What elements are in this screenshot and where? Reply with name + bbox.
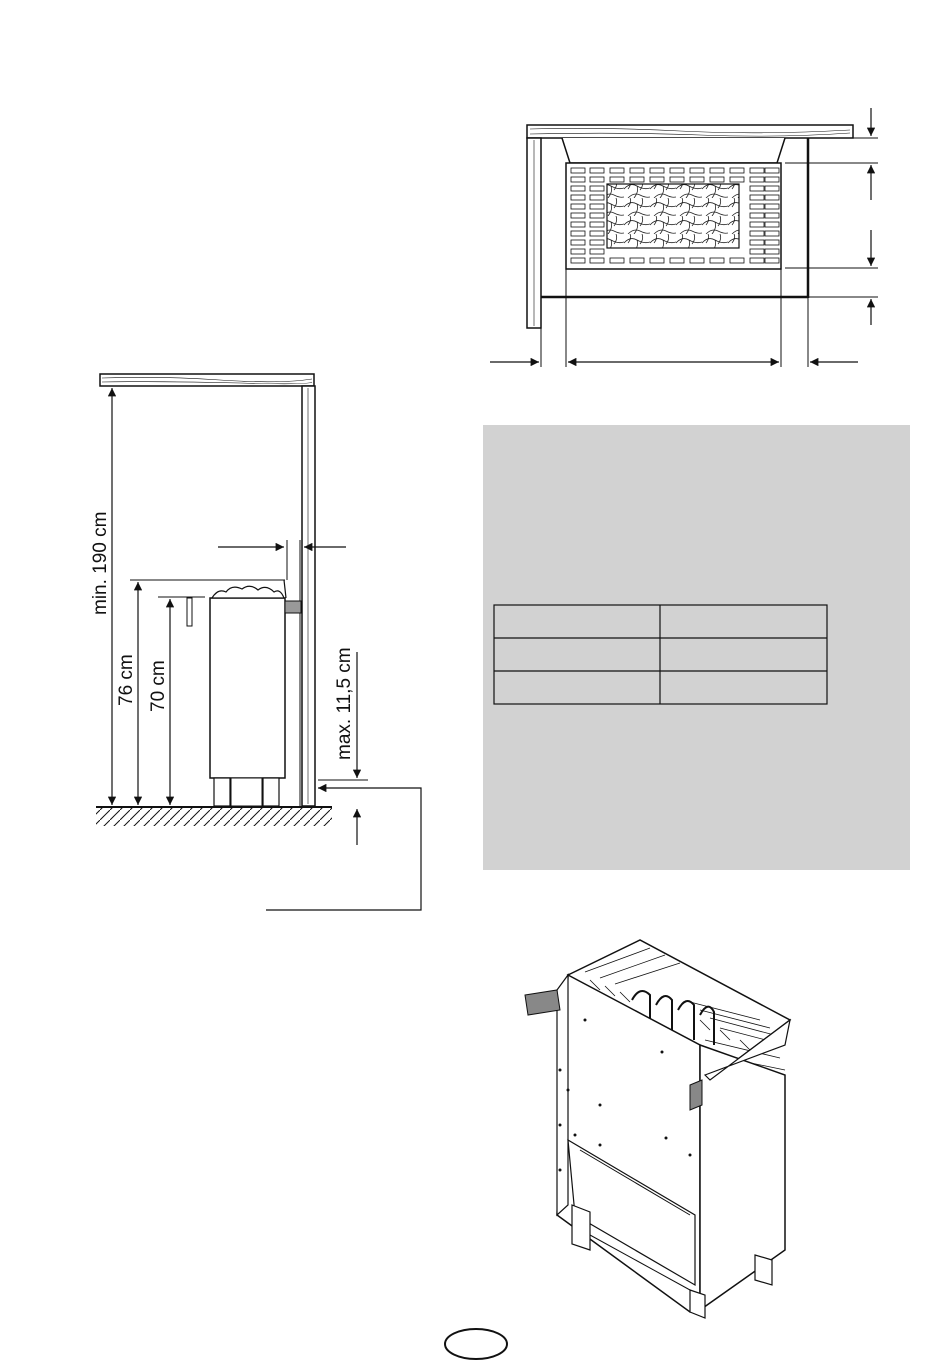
grille-slot (590, 204, 604, 209)
grille-slot (765, 231, 779, 236)
grille-slot (590, 213, 604, 218)
side-ceiling-board (100, 374, 314, 386)
heater-body (210, 598, 285, 778)
side-wall (302, 386, 315, 806)
grille-slot (690, 168, 704, 173)
grille-slot (590, 249, 604, 254)
grille-slot (670, 258, 684, 263)
grille-slot (590, 240, 604, 245)
grille-slot (571, 186, 585, 191)
grille-slot (750, 186, 764, 191)
grille-slot (690, 177, 704, 182)
grille-slot (571, 249, 585, 254)
top-view-drawing (490, 108, 878, 367)
grille-slot (710, 258, 724, 263)
grille-slot (750, 222, 764, 227)
grille-slot (765, 177, 779, 182)
grille-slot (730, 168, 744, 173)
stones-area (607, 184, 739, 248)
grille-slot (750, 204, 764, 209)
grille-slot (765, 258, 779, 263)
grille-slot (765, 195, 779, 200)
grille-slot (750, 168, 764, 173)
grille-slot (630, 177, 644, 182)
grille-slot (650, 258, 664, 263)
page-marker-oval (445, 1329, 507, 1359)
grille-slot (765, 249, 779, 254)
grille-slot (750, 240, 764, 245)
grille-slot (690, 258, 704, 263)
grille-slot (571, 258, 585, 263)
grille-slot (765, 186, 779, 191)
grille-slot (650, 168, 664, 173)
grille-slot (750, 195, 764, 200)
grille-slot (730, 177, 744, 182)
grille-slot (650, 177, 664, 182)
grille-slot (590, 195, 604, 200)
grille-slot (571, 213, 585, 218)
side-view-drawing (90, 374, 421, 910)
grille-slot (610, 168, 624, 173)
info-box (483, 425, 910, 870)
grille-slot (765, 240, 779, 245)
grille-slot (610, 258, 624, 263)
grille-slot (765, 168, 779, 173)
grille-slot (590, 186, 604, 191)
grille-slot (750, 177, 764, 182)
grille-slot (630, 168, 644, 173)
grille-slot (710, 168, 724, 173)
grille-slot (571, 195, 585, 200)
info-box-background (483, 425, 910, 870)
grille-slot (750, 258, 764, 263)
grille-slot (610, 177, 624, 182)
max-gap-label: max. 11,5 cm (334, 647, 355, 760)
grille-slot (571, 177, 585, 182)
grille-slot (670, 168, 684, 173)
grille-slot (750, 231, 764, 236)
grille-slot (590, 168, 604, 173)
grille-slot (765, 222, 779, 227)
grille-slot (571, 204, 585, 209)
grille-slot (765, 213, 779, 218)
min-height-label: min. 190 cm (90, 511, 111, 615)
grille-slot (571, 240, 585, 245)
grille-slot (590, 258, 604, 263)
grille-slot (571, 222, 585, 227)
grille-slot (765, 204, 779, 209)
heater-isometric-drawing (525, 940, 790, 1318)
grille-slot (590, 222, 604, 227)
grille-slot (710, 177, 724, 182)
grille-slot (750, 249, 764, 254)
grille-slot (590, 177, 604, 182)
grille-slot (571, 231, 585, 236)
grille-slot (750, 213, 764, 218)
height-70-label: 70 cm (148, 660, 169, 712)
grille-slot (730, 258, 744, 263)
grille-slot (630, 258, 644, 263)
grille-slot (590, 231, 604, 236)
grille-slot (571, 168, 585, 173)
floor-hatch (96, 808, 332, 826)
height-76-label: 76 cm (116, 654, 137, 706)
grille-slot (670, 177, 684, 182)
